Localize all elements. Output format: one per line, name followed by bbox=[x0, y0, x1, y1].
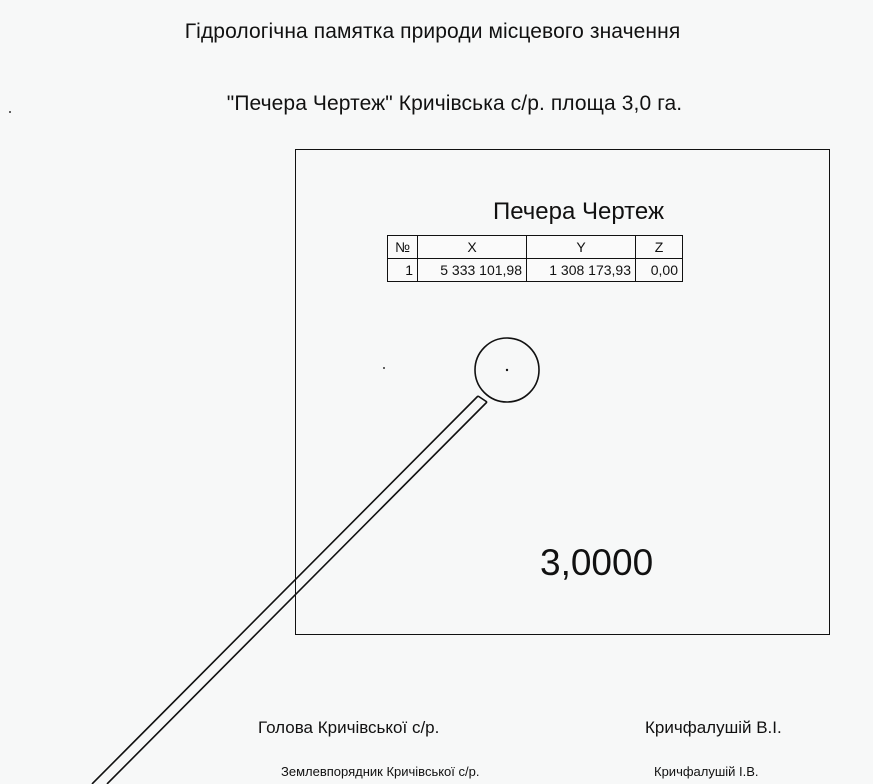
surveyor-name-label: Кричфалушій І.В. bbox=[654, 764, 759, 779]
cell-number: 1 bbox=[388, 259, 418, 282]
column-header-x: X bbox=[418, 236, 527, 259]
cell-x: 5 333 101,98 bbox=[418, 259, 527, 282]
cave-center-point bbox=[506, 369, 508, 371]
surveyor-role-label: Землевпорядник Кричівської с/р. bbox=[281, 764, 480, 779]
cell-y: 1 308 173,93 bbox=[527, 259, 636, 282]
document-title: Гідрологічна памятка природи місцевого значення bbox=[184, 20, 681, 43]
head-name-label: Кричфалушій В.І. bbox=[645, 718, 782, 737]
head-role-label: Голова Кричівської с/р. bbox=[258, 718, 440, 737]
column-header-y: Y bbox=[527, 236, 636, 259]
area-label: 3,0000 bbox=[540, 542, 654, 583]
document-subtitle: "Печера Чертеж" Кричівська с/р. площа 3,0 га. bbox=[226, 92, 683, 115]
site-name-label: Печера Чертеж bbox=[493, 198, 665, 225]
cell-z: 0,00 bbox=[636, 259, 683, 282]
table-header-row bbox=[388, 236, 683, 259]
column-header-number: № bbox=[388, 236, 418, 259]
table-row bbox=[388, 259, 683, 282]
column-header-z: Z bbox=[636, 236, 683, 259]
coordinates-table bbox=[387, 235, 683, 282]
